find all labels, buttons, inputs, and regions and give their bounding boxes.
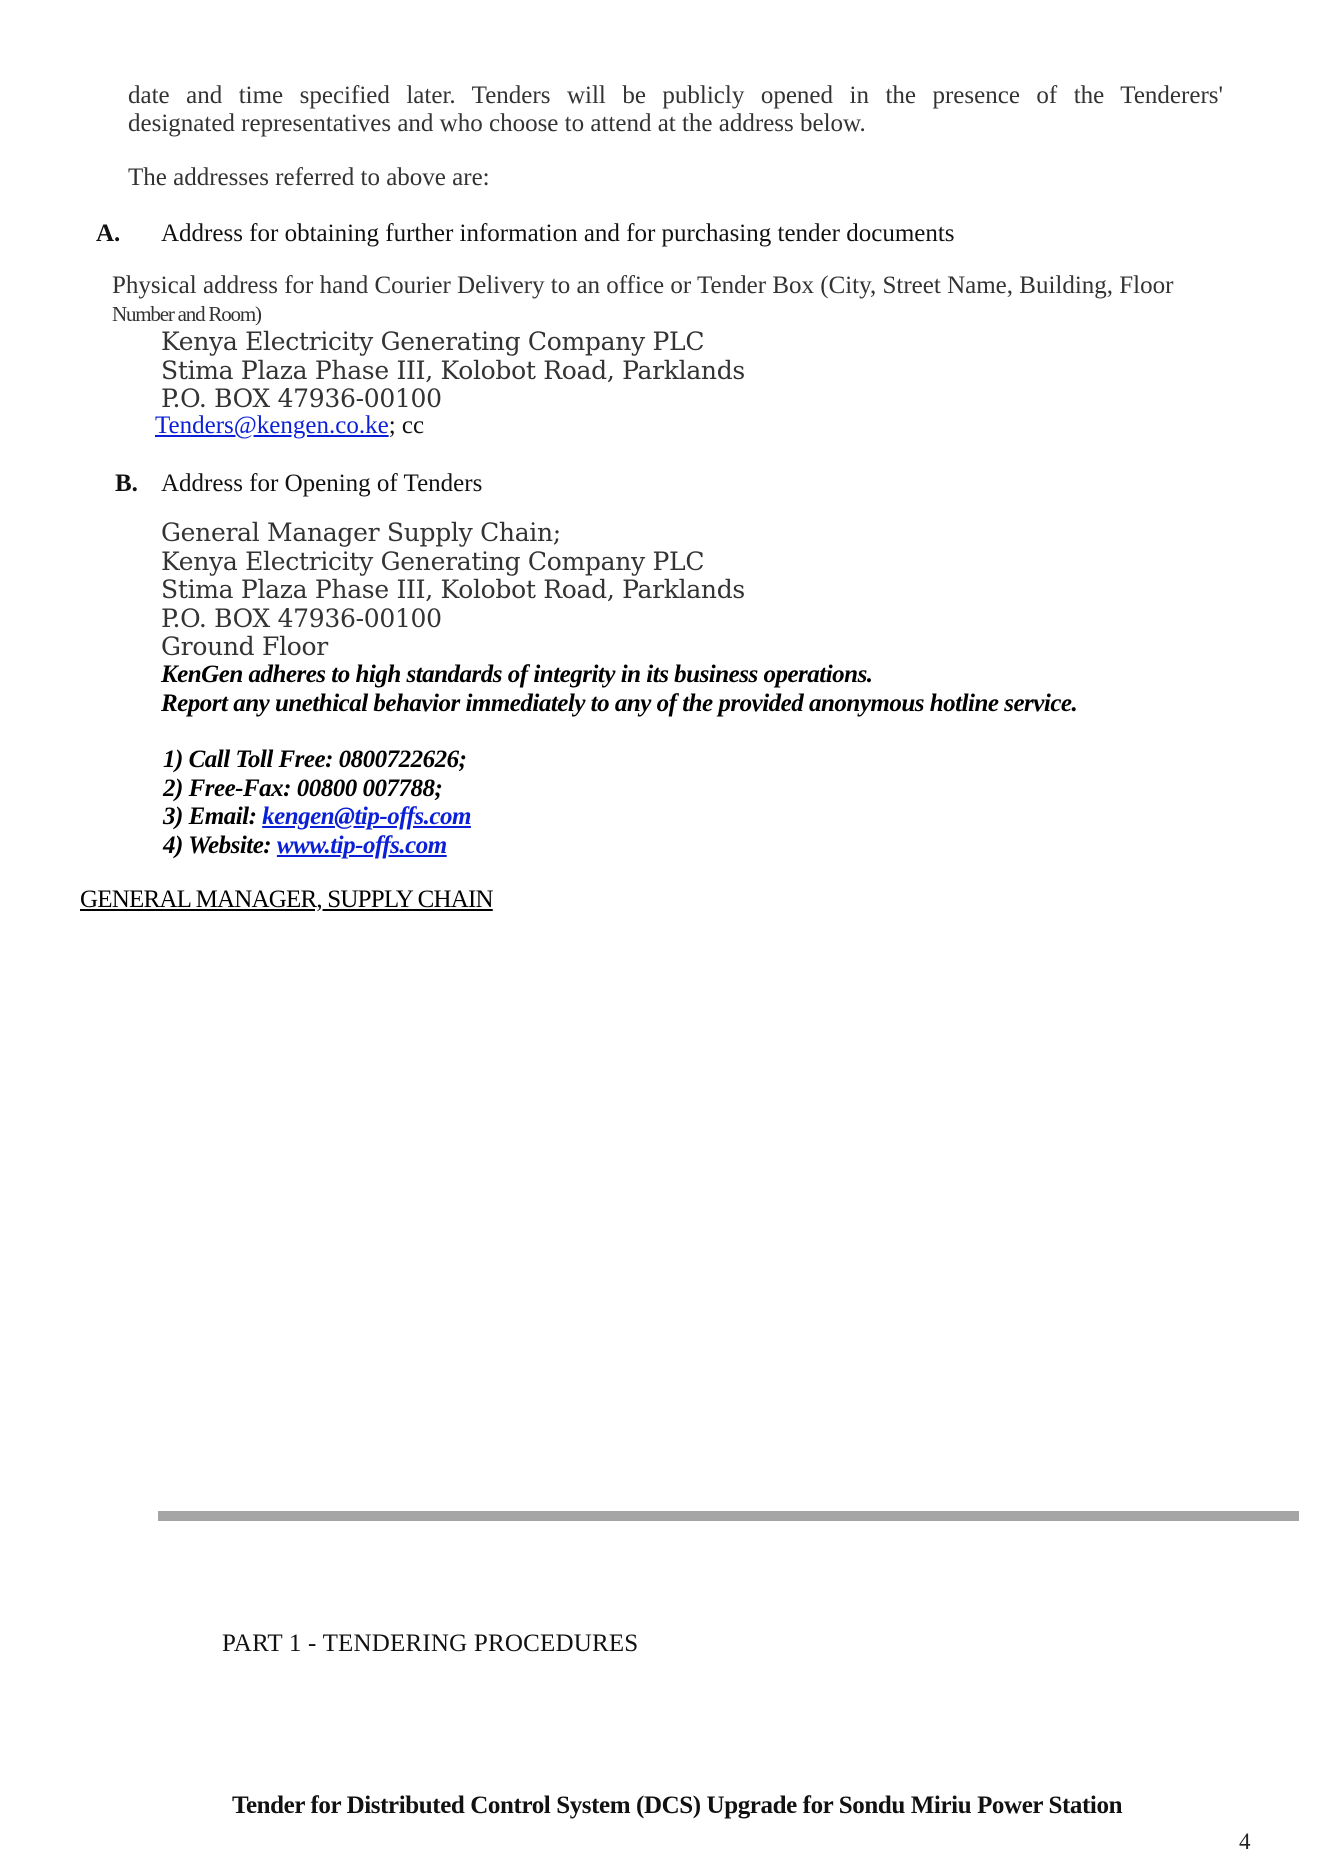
hotline-email-label: 3) Email: — [163, 803, 263, 830]
tender-email-suffix: ; cc — [388, 412, 425, 439]
address-line: Stima Plaza Phase III, Kolobot Road, Parklands — [161, 355, 745, 385]
page-number: 4 — [1239, 1829, 1251, 1854]
address-line: P.O. BOX 47936-00100 — [161, 603, 442, 633]
intro-paragraph — [128, 82, 1223, 138]
integrity-line-2: Report any unethical behavior immediately to any of the provided anonymous hotline service. — [161, 689, 1078, 717]
tender-email-link[interactable]: Tenders@kengen.co.ke — [155, 412, 389, 439]
address-line: General Manager Supply Chain; — [161, 518, 561, 547]
hotline-email-link[interactable]: kengen@tip-offs.com — [262, 803, 471, 830]
addresses-intro: The addresses referred to above are: — [128, 164, 490, 191]
tender-email-line — [155, 412, 424, 440]
divider-rule — [158, 1511, 1299, 1521]
integrity-statement — [161, 661, 1077, 718]
intro-line-2: designated representatives and who choose to attend at the address below. — [128, 110, 866, 137]
physical-address-line-1: Physical address for hand Courier Delivery to an office or Tender Box (City, Street Name, Building, Floor — [112, 272, 1174, 299]
section-a-heading — [96, 220, 955, 248]
section-a-title: Address for obtaining further information and for purchasing tender documents — [161, 220, 955, 247]
hotline-email — [163, 803, 471, 832]
hotline-website — [163, 832, 471, 861]
address-line: Kenya Electricity Generating Company PLC — [161, 546, 705, 576]
hotline-website-label: 4) Website: — [163, 831, 277, 859]
footer-title: Tender for Distributed Control System (DCS) Upgrade for Sondu Miriu Power Station — [232, 1792, 1123, 1819]
address-line: P.O. BOX 47936-00100 — [161, 384, 442, 413]
integrity-line-1: KenGen adheres to high standards of integrity in its business operations. — [161, 661, 873, 688]
section-b-letter: B. — [115, 470, 138, 497]
section-a-address — [161, 328, 745, 414]
section-b-heading — [115, 470, 482, 498]
part-title: PART 1 - TENDERING PROCEDURES — [222, 1630, 639, 1657]
hotline-website-link[interactable]: www.tip-offs.com — [276, 831, 447, 859]
physical-address-line-2: Number and Room) — [112, 302, 261, 326]
intro-line-1: date and time specified later. Tenders will be publicly opened in the presence of the Tenderers' — [128, 82, 1223, 109]
address-line: Kenya Electricity Generating Company PLC — [161, 327, 705, 356]
address-line: Ground Floor — [161, 632, 328, 661]
signatory: GENERAL MANAGER, SUPPLY CHAIN — [80, 886, 493, 913]
section-b-address — [161, 519, 745, 662]
section-a-letter: A. — [96, 220, 121, 247]
section-b-title: Address for Opening of Tenders — [161, 470, 483, 497]
address-line: Stima Plaza Phase III, Kolobot Road, Parklands — [161, 575, 745, 604]
hotline-fax: 2) Free-Fax: 00800 007788; — [163, 774, 443, 802]
hotline-call: 1) Call Toll Free: 0800722626; — [163, 746, 467, 773]
physical-address-note — [112, 272, 1173, 328]
hotline-list — [163, 746, 471, 860]
